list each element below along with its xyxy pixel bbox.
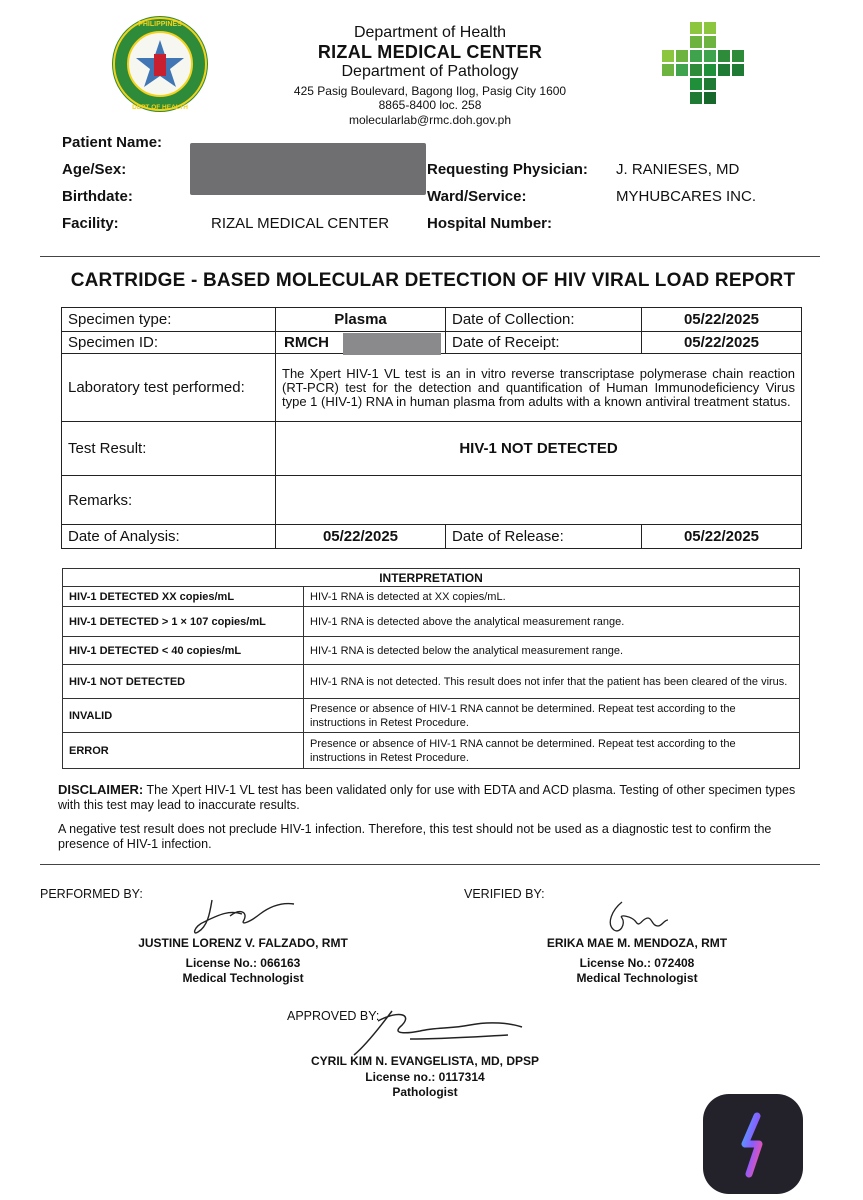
header-pathology: Department of Pathology xyxy=(341,63,519,80)
divider xyxy=(40,256,820,257)
redaction-block xyxy=(190,143,426,195)
test-performed-label: Laboratory test performed: xyxy=(62,354,276,422)
disclaimer-label: DISCLAIMER: xyxy=(58,782,144,797)
hospital-number-label: Hospital Number: xyxy=(427,215,553,232)
doh-seal-icon xyxy=(110,14,210,114)
interpretation-value: Presence or absence of HIV-1 RNA cannot be determined. Repeat test according to the instructions in Retest Procedure. xyxy=(304,733,800,769)
disclaimer xyxy=(58,782,806,813)
approved-title: Pathologist xyxy=(392,1085,458,1099)
performed-license: License No.: 066163 xyxy=(185,956,301,970)
release-date-value: 05/22/2025 xyxy=(642,525,802,549)
table-row xyxy=(63,699,800,733)
release-date-label: Date of Release: xyxy=(446,525,642,549)
ai-star-badge-icon[interactable] xyxy=(703,1094,803,1194)
performed-title: Medical Technologist xyxy=(182,971,304,985)
divider xyxy=(40,864,820,865)
table-row xyxy=(63,587,800,607)
approved-name: CYRIL KIM N. EVANGELISTA, MD, DPSP xyxy=(310,1054,540,1068)
header-address: 425 Pasig Boulevard, Bagong Ilog, Pasig City 1600 xyxy=(293,84,567,98)
interpretation-value: HIV-1 RNA is detected below the analytical measurement range. xyxy=(304,637,800,665)
svg-text:DEPT OF HEALTH: DEPT OF HEALTH xyxy=(132,104,188,111)
disclaimer-text: The Xpert HIV-1 VL test has been validated only for use with EDTA and ACD plasma. Testing of other specimen types with this test may lead to inaccurate results. xyxy=(58,783,796,812)
birthdate-label: Birthdate: xyxy=(62,188,133,205)
interpretation-value: HIV-1 RNA is not detected. This result does not infer that the patient has been cleared of the virus. xyxy=(304,665,800,699)
interpretation-key: ERROR xyxy=(63,733,304,769)
interpretation-value: Presence or absence of HIV-1 RNA cannot be determined. Repeat test according to the instructions in Retest Procedure. xyxy=(304,699,800,733)
interpretation-value: HIV-1 RNA is detected above the analytical measurement range. xyxy=(304,607,800,637)
physician-label: Requesting Physician: xyxy=(427,161,588,178)
disclaimer-note: A negative test result does not preclude HIV-1 infection. Therefore, this test should not be used as a diagnostic test to confirm the presence of HIV-1 infection. xyxy=(58,822,772,851)
analysis-date-value: 05/22/2025 xyxy=(276,525,446,549)
interpretation-key: HIV-1 NOT DETECTED xyxy=(63,665,304,699)
header-department: Department of Health xyxy=(353,24,507,41)
ward-value: MYHUBCARES INC. xyxy=(616,188,757,205)
ward-label: Ward/Service: xyxy=(427,188,527,205)
age-sex-label: Age/Sex: xyxy=(62,161,127,178)
physician-value: J. RANIESES, MD xyxy=(616,161,740,178)
receipt-date-label: Date of Receipt: xyxy=(446,332,642,354)
remarks-value xyxy=(276,476,802,525)
header-email: molecularlab@rmc.doh.gov.ph xyxy=(348,113,512,127)
interpretation-header: INTERPRETATION xyxy=(63,569,800,587)
analysis-date-label: Date of Analysis: xyxy=(62,525,276,549)
verified-title: Medical Technologist xyxy=(576,971,698,985)
test-description: The Xpert HIV-1 VL test is an in vitro reverse transcriptase polymerase chain reaction (RT-PCR) test for the detection and quantification of Human Immunodeficiency Virus type 1 (HIV-1) RNA in human plasma from adults with a known antiviral treatment status. xyxy=(276,354,802,422)
interpretation-key: HIV-1 DETECTED XX copies/mL xyxy=(63,587,304,607)
specimen-type-value: Plasma xyxy=(276,308,446,332)
performed-name: JUSTINE LORENZ V. FALZADO, RMT xyxy=(138,936,348,950)
test-result-value: HIV-1 NOT DETECTED xyxy=(276,422,802,476)
specimen-type-label: Specimen type: xyxy=(62,308,276,332)
specimen-id-value: RMCH xyxy=(276,332,446,354)
approved-license: License no.: 0117314 xyxy=(365,1070,485,1084)
interpretation-value: HIV-1 RNA is detected at XX copies/mL. xyxy=(304,587,800,607)
table-row xyxy=(63,637,800,665)
interpretation-table xyxy=(62,568,800,769)
collection-date-label: Date of Collection: xyxy=(446,308,642,332)
interpretation-key: HIV-1 DETECTED < 40 copies/mL xyxy=(63,637,304,665)
collection-date-value: 05/22/2025 xyxy=(642,308,802,332)
specimen-id-redaction xyxy=(343,333,441,355)
verified-license: License No.: 072408 xyxy=(579,956,695,970)
interpretation-key: INVALID xyxy=(63,699,304,733)
report-title: CARTRIDGE - BASED MOLECULAR DETECTION OF HIV VIRAL LOAD REPORT xyxy=(70,270,796,291)
svg-text:PHILIPPINES: PHILIPPINES xyxy=(138,21,182,28)
table-row xyxy=(63,607,800,637)
performed-by-label: PERFORMED BY: xyxy=(40,887,143,901)
header-hospital-name: RIZAL MEDICAL CENTER xyxy=(317,42,543,62)
table-row xyxy=(63,733,800,769)
specimen-id-label: Specimen ID: xyxy=(62,332,276,354)
facility-value: RIZAL MEDICAL CENTER xyxy=(211,215,390,232)
receipt-date-value: 05/22/2025 xyxy=(642,332,802,354)
patient-name-label: Patient Name: xyxy=(62,134,163,151)
remarks-label: Remarks: xyxy=(62,476,276,525)
header-phone: 8865-8400 loc. 258 xyxy=(378,98,482,112)
table-row xyxy=(63,665,800,699)
interpretation-key: HIV-1 DETECTED > 1 × 107 copies/mL xyxy=(63,607,304,637)
green-cross-logo-icon xyxy=(660,22,746,104)
verified-name: ERIKA MAE M. MENDOZA, RMT xyxy=(546,936,728,950)
verified-by-label: VERIFIED BY: xyxy=(464,887,545,901)
facility-label: Facility: xyxy=(62,215,119,232)
approved-by-label: APPROVED BY: xyxy=(287,1009,380,1023)
test-result-label: Test Result: xyxy=(62,422,276,476)
